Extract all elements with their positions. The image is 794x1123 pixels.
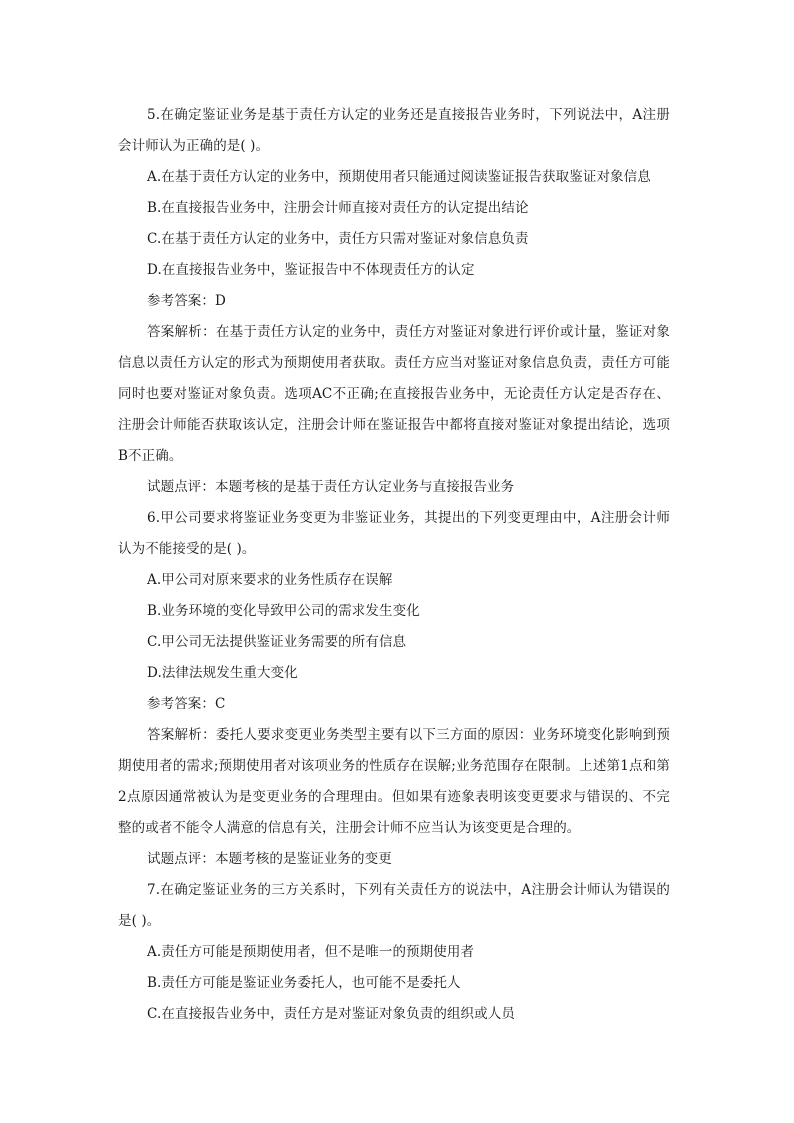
question-6-answer: 参考答案：C bbox=[147, 696, 226, 712]
question-6-option-b: B.业务环境的变化导致甲公司的需求发生变化 bbox=[147, 603, 420, 619]
document-body bbox=[118, 100, 670, 1030]
question-5-option-b: B.在直接报告业务中，注册会计师直接对责任方的认定提出结论 bbox=[147, 200, 529, 216]
question-5-answer: 参考答案：D bbox=[147, 293, 226, 309]
question-7-option-c: C.在直接报告业务中，责任方是对鉴证对象负责的组织或人员 bbox=[147, 1006, 515, 1022]
question-7-option-b: B.责任方可能是鉴证业务委托人，也可能不是委托人 bbox=[147, 975, 461, 991]
question-6: 6.甲公司要求将鉴证业务变更为非鉴证业务，其提出的下列变更理由中，A注册会计师认为不能接受的是( )。 bbox=[118, 510, 670, 557]
question-6-option-a: A.甲公司对原来要求的业务性质存在误解 bbox=[147, 572, 393, 588]
question-7-option-a: A.责任方可能是预期使用者，但不是唯一的预期使用者 bbox=[147, 944, 475, 960]
question-6-option-d: D.法律法规发生重大变化 bbox=[147, 665, 298, 681]
question-5-option-d: D.在直接报告业务中，鉴证报告中不体现责任方的认定 bbox=[147, 262, 475, 278]
question-5: 5.在确定鉴证业务是基于责任方认定的业务还是直接报告业务时，下列说法中，A注册会计师认为正确的是( )。 bbox=[118, 107, 670, 154]
question-6-option-c: C.甲公司无法提供鉴证业务需要的所有信息 bbox=[147, 634, 407, 650]
question-5-option-c: C.在基于责任方认定的业务中，责任方只需对鉴证对象信息负责 bbox=[147, 231, 529, 247]
question-5-option-a: A.在基于责任方认定的业务中，预期使用者只能通过阅读鉴证报告获取鉴证对象信息 bbox=[147, 169, 651, 185]
question-6-analysis: 答案解析：委托人要求变更业务类型主要有以下三方面的原因：业务环境变化影响到预期使用者的需求;预期使用者对该项业务的性质存在误解;业务范围存在限制。上述第1点和第2点原因通常被认为是变更业务的合理理由。但如果有迹象表明该变更要求与错误的、不完整的或者不能令人满意的信息有关，注册会计师不应当认为该变更是合理的。 bbox=[118, 727, 670, 836]
question-6-comment: 试题点评：本题考核的是鉴证业务的变更 bbox=[147, 851, 392, 867]
question-7: 7.在确定鉴证业务的三方关系时，下列有关责任方的说法中，A注册会计师认为错误的是( )。 bbox=[118, 882, 670, 929]
question-5-analysis: 答案解析：在基于责任方认定的业务中，责任方对鉴证对象进行评价或计量，鉴证对象信息以责任方认定的形式为预期使用者获取。责任方应当对鉴证对象信息负责，责任方可能同时也要对鉴证对象负责。选项AC不正确;在直接报告业务中，无论责任方认定是否存在、注册会计师能否获取该认定，注册会计师在鉴证报告中都将直接对鉴证对象提出结论，选项B不正确。 bbox=[118, 324, 670, 464]
question-5-comment: 试题点评：本题考核的是基于责任方认定业务与直接报告业务 bbox=[147, 479, 515, 495]
